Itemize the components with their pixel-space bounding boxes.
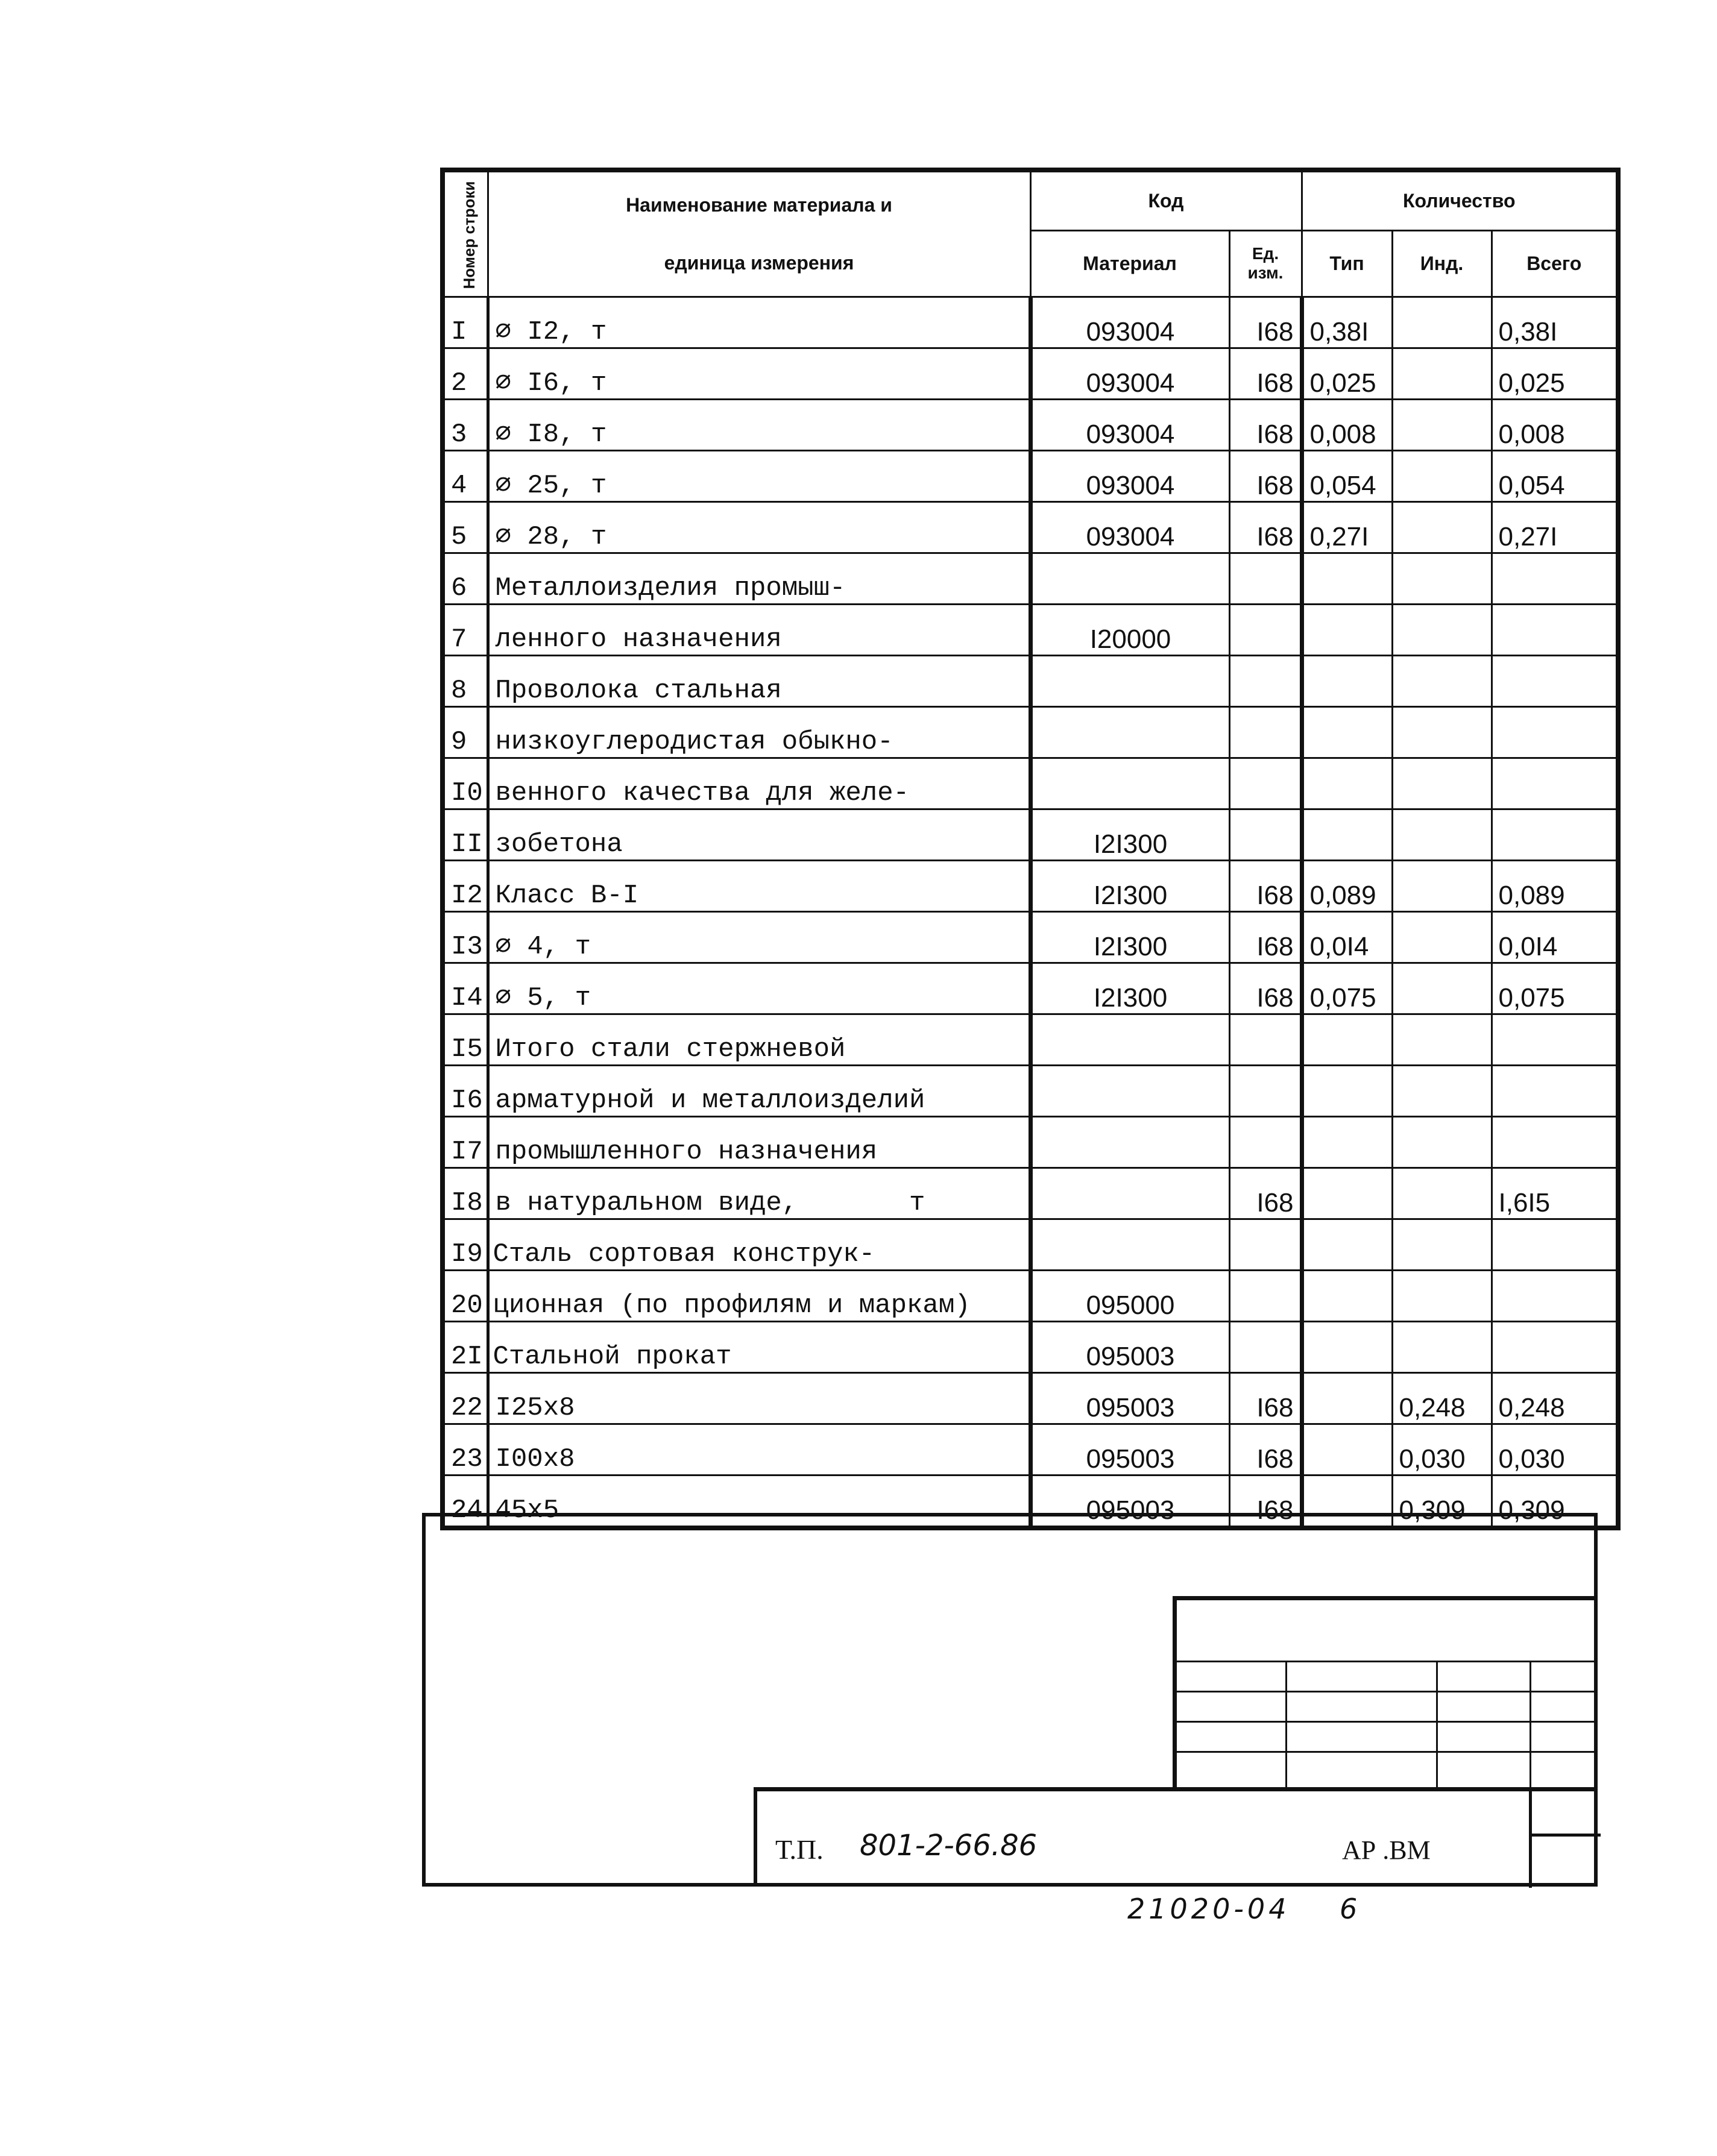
unit-code — [1229, 553, 1302, 604]
unit-header: Ед. изм. — [1229, 230, 1302, 297]
revision-stamp-grid — [1173, 1596, 1598, 1789]
quantity-type — [1302, 553, 1392, 604]
unit-code: I68 — [1229, 860, 1302, 911]
materials-specification-table — [440, 168, 1621, 1530]
unit-code: I68 — [1229, 1168, 1302, 1219]
table-row — [443, 706, 1618, 758]
sheet-code: АР .ВМ — [1342, 1835, 1431, 1865]
row-number: 2I — [443, 1321, 488, 1372]
quantity-individual — [1392, 604, 1492, 655]
stamp-grid-line — [1177, 1721, 1598, 1723]
material-name: ∅ I2, т — [488, 297, 1030, 348]
row-number: 24 — [443, 1475, 488, 1528]
quantity-total — [1492, 706, 1618, 758]
row-number: I9 — [443, 1219, 488, 1270]
quantity-individual — [1392, 706, 1492, 758]
quantity-type — [1302, 809, 1392, 860]
table-row — [443, 860, 1618, 911]
material-name: Стальной прокат — [488, 1321, 1030, 1372]
quantity-individual: 0,248 — [1392, 1372, 1492, 1424]
quantity-type: 0,075 — [1302, 963, 1392, 1014]
material-name: I00x8 — [488, 1424, 1030, 1475]
material-code: 095003 — [1030, 1475, 1229, 1528]
unit-code — [1229, 706, 1302, 758]
unit-code: I68 — [1229, 450, 1302, 501]
row-number: 7 — [443, 604, 488, 655]
document-footer-number: 21020-04 6 — [1127, 1893, 1361, 1925]
quantity-total — [1492, 809, 1618, 860]
stamp-grid-line — [1177, 1661, 1598, 1662]
material-name: ленного назначения — [488, 604, 1030, 655]
row-number: 3 — [443, 399, 488, 450]
quantity-type — [1302, 706, 1392, 758]
total-quantity-header: Всего — [1492, 230, 1618, 297]
title-block — [754, 1787, 1598, 1887]
material-name: I25x8 — [488, 1372, 1030, 1424]
material-name-label-line1: Наименование материала и — [626, 194, 892, 216]
quantity-type: 0,38I — [1302, 297, 1392, 348]
unit-code: I68 — [1229, 348, 1302, 399]
stamp-grid-line — [1177, 1751, 1598, 1753]
unit-code — [1229, 1219, 1302, 1270]
quantity-individual — [1392, 1014, 1492, 1065]
row-number: I — [443, 297, 488, 348]
material-name: ционная (по профилям и маркам) — [488, 1270, 1030, 1321]
material-name: ∅ 5, т — [488, 963, 1030, 1014]
material-code: 093004 — [1030, 450, 1229, 501]
sheet-number-cell — [1529, 1791, 1601, 1888]
quantity-individual — [1392, 809, 1492, 860]
quantity-type: 0,008 — [1302, 399, 1392, 450]
quantity-total — [1492, 1014, 1618, 1065]
row-number: I5 — [443, 1014, 488, 1065]
quantity-total: 0,309 — [1492, 1475, 1618, 1528]
row-number: I8 — [443, 1168, 488, 1219]
unit-code — [1229, 1065, 1302, 1116]
material-name: венного качества для желе- — [488, 758, 1030, 809]
table-row — [443, 1168, 1618, 1219]
table-row — [443, 1065, 1618, 1116]
unit-code: I68 — [1229, 1372, 1302, 1424]
quantity-total: 0,054 — [1492, 450, 1618, 501]
quantity-total: I,6I5 — [1492, 1168, 1618, 1219]
material-code: 093004 — [1030, 348, 1229, 399]
quantity-type: 0,0I4 — [1302, 911, 1392, 963]
table-row — [443, 1372, 1618, 1424]
quantity-type — [1302, 1168, 1392, 1219]
table-row — [443, 1270, 1618, 1321]
stamp-grid-line — [1436, 1661, 1438, 1789]
unit-code: I68 — [1229, 1475, 1302, 1528]
material-name: промышленного назначения — [488, 1116, 1030, 1168]
quantity-individual: 0,309 — [1392, 1475, 1492, 1528]
quantity-type — [1302, 655, 1392, 706]
quantity-total — [1492, 758, 1618, 809]
material-name: ∅ I6, т — [488, 348, 1030, 399]
material-code — [1030, 758, 1229, 809]
material-name: Металлоизделия промыш- — [488, 553, 1030, 604]
unit-code: I68 — [1229, 399, 1302, 450]
unit-code — [1229, 1116, 1302, 1168]
type-quantity-header: Тип — [1302, 230, 1392, 297]
material-name: низкоуглеродистая обыкно- — [488, 706, 1030, 758]
row-number: 8 — [443, 655, 488, 706]
row-number: 4 — [443, 450, 488, 501]
quantity-type — [1302, 1270, 1392, 1321]
quantity-type: 0,089 — [1302, 860, 1392, 911]
material-code: I2I300 — [1030, 963, 1229, 1014]
unit-code: I68 — [1229, 1424, 1302, 1475]
individual-quantity-header: Инд. — [1392, 230, 1492, 297]
material-code: 093004 — [1030, 399, 1229, 450]
material-code: 095003 — [1030, 1424, 1229, 1475]
quantity-individual — [1392, 501, 1492, 553]
quantity-individual: 0,030 — [1392, 1424, 1492, 1475]
project-number: 801-2-66.86 — [860, 1829, 1038, 1862]
quantity-individual — [1392, 1065, 1492, 1116]
quantity-individual — [1392, 1270, 1492, 1321]
quantity-individual — [1392, 758, 1492, 809]
table-row — [443, 1116, 1618, 1168]
unit-code: I68 — [1229, 501, 1302, 553]
quantity-type — [1302, 1014, 1392, 1065]
unit-code — [1229, 758, 1302, 809]
material-code — [1030, 655, 1229, 706]
material-code: 095000 — [1030, 1270, 1229, 1321]
unit-code: I68 — [1229, 911, 1302, 963]
quantity-individual — [1392, 911, 1492, 963]
material-name-label-line2: единица измерения — [664, 252, 854, 274]
material-code: I2I300 — [1030, 860, 1229, 911]
material-name: арматурной и металлоизделий — [488, 1065, 1030, 1116]
material-name: зобетона — [488, 809, 1030, 860]
quantity-total — [1492, 1321, 1618, 1372]
quantity-header: Количество — [1302, 170, 1618, 230]
quantity-total: 0,025 — [1492, 348, 1618, 399]
quantity-individual — [1392, 1116, 1492, 1168]
quantity-individual — [1392, 860, 1492, 911]
row-number: I3 — [443, 911, 488, 963]
quantity-total: 0,075 — [1492, 963, 1618, 1014]
table-row — [443, 553, 1618, 604]
table-row — [443, 1014, 1618, 1065]
table-row — [443, 604, 1618, 655]
quantity-individual — [1392, 1219, 1492, 1270]
quantity-individual — [1392, 348, 1492, 399]
material-code: 093004 — [1030, 501, 1229, 553]
material-name-header — [488, 170, 1030, 297]
material-name: 45x5 — [488, 1475, 1030, 1528]
quantity-individual — [1392, 963, 1492, 1014]
quantity-individual — [1392, 399, 1492, 450]
quantity-individual — [1392, 1168, 1492, 1219]
title-block-prefix: Т.П. — [775, 1834, 824, 1865]
quantity-total — [1492, 1270, 1618, 1321]
quantity-total: 0,248 — [1492, 1372, 1618, 1424]
material-code: 093004 — [1030, 297, 1229, 348]
material-name: Сталь сортовая конструк- — [488, 1219, 1030, 1270]
material-code: 095003 — [1030, 1372, 1229, 1424]
table-row — [443, 297, 1618, 348]
quantity-individual — [1392, 553, 1492, 604]
material-code: I20000 — [1030, 604, 1229, 655]
row-number: 23 — [443, 1424, 488, 1475]
row-number-header — [443, 170, 488, 297]
quantity-type: 0,025 — [1302, 348, 1392, 399]
quantity-type — [1302, 1372, 1392, 1424]
material-code: 095003 — [1030, 1321, 1229, 1372]
row-number: 6 — [443, 553, 488, 604]
quantity-total — [1492, 1219, 1618, 1270]
table-row — [443, 655, 1618, 706]
material-name: в натуральном виде, т — [488, 1168, 1030, 1219]
table-row — [443, 963, 1618, 1014]
table-row — [443, 911, 1618, 963]
material-code: I2I300 — [1030, 809, 1229, 860]
row-number: 9 — [443, 706, 488, 758]
quantity-individual — [1392, 1321, 1492, 1372]
material-name: Класс В-I — [488, 860, 1030, 911]
table-row — [443, 1321, 1618, 1372]
quantity-total: 0,0I4 — [1492, 911, 1618, 963]
table-row — [443, 809, 1618, 860]
material-code — [1030, 1014, 1229, 1065]
row-number: I2 — [443, 860, 488, 911]
stamp-grid-line — [1530, 1661, 1531, 1789]
material-name: Итого стали стержневой — [488, 1014, 1030, 1065]
unit-code: I68 — [1229, 963, 1302, 1014]
quantity-type — [1302, 604, 1392, 655]
material-name: ∅ 25, т — [488, 450, 1030, 501]
material-name: Проволока стальная — [488, 655, 1030, 706]
unit-code: I68 — [1229, 297, 1302, 348]
quantity-type — [1302, 758, 1392, 809]
material-code — [1030, 1219, 1229, 1270]
material-code — [1030, 706, 1229, 758]
quantity-individual — [1392, 297, 1492, 348]
material-name: ∅ 28, т — [488, 501, 1030, 553]
code-header: Код — [1030, 170, 1302, 230]
table-row — [443, 450, 1618, 501]
row-number-label: Номер строки — [460, 181, 478, 289]
quantity-type: 0,054 — [1302, 450, 1392, 501]
unit-code — [1229, 809, 1302, 860]
quantity-total: 0,008 — [1492, 399, 1618, 450]
quantity-total — [1492, 553, 1618, 604]
quantity-type — [1302, 1219, 1392, 1270]
quantity-individual — [1392, 655, 1492, 706]
sheet-number-cell-divider — [1532, 1834, 1601, 1837]
material-name: ∅ 4, т — [488, 911, 1030, 963]
row-number: I0 — [443, 758, 488, 809]
material-code — [1030, 1065, 1229, 1116]
material-code — [1030, 1116, 1229, 1168]
table-row — [443, 758, 1618, 809]
row-number: II — [443, 809, 488, 860]
table-row — [443, 348, 1618, 399]
quantity-total — [1492, 604, 1618, 655]
quantity-total: 0,089 — [1492, 860, 1618, 911]
stamp-grid-line — [1285, 1661, 1287, 1789]
material-code: I2I300 — [1030, 911, 1229, 963]
unit-code — [1229, 604, 1302, 655]
quantity-total: 0,030 — [1492, 1424, 1618, 1475]
quantity-individual — [1392, 450, 1492, 501]
table-row — [443, 1424, 1618, 1475]
row-number: I6 — [443, 1065, 488, 1116]
material-code — [1030, 1168, 1229, 1219]
unit-code — [1229, 1270, 1302, 1321]
quantity-type — [1302, 1116, 1392, 1168]
material-name: ∅ I8, т — [488, 399, 1030, 450]
table-row — [443, 501, 1618, 553]
row-number: 5 — [443, 501, 488, 553]
quantity-total — [1492, 1065, 1618, 1116]
row-number: I4 — [443, 963, 488, 1014]
unit-code — [1229, 1321, 1302, 1372]
material-code — [1030, 553, 1229, 604]
row-number: 20 — [443, 1270, 488, 1321]
quantity-total: 0,27I — [1492, 501, 1618, 553]
row-number: 2 — [443, 348, 488, 399]
unit-code — [1229, 1014, 1302, 1065]
unit-code — [1229, 655, 1302, 706]
table-header-row — [443, 170, 1618, 230]
quantity-total — [1492, 1116, 1618, 1168]
material-code-header: Материал — [1030, 230, 1229, 297]
quantity-type — [1302, 1424, 1392, 1475]
quantity-type — [1302, 1065, 1392, 1116]
row-number: I7 — [443, 1116, 488, 1168]
quantity-type — [1302, 1321, 1392, 1372]
quantity-total — [1492, 655, 1618, 706]
table-row — [443, 399, 1618, 450]
quantity-type: 0,27I — [1302, 501, 1392, 553]
row-number: 22 — [443, 1372, 488, 1424]
table-row — [443, 1219, 1618, 1270]
stamp-grid-line — [1177, 1691, 1598, 1692]
quantity-total: 0,38I — [1492, 297, 1618, 348]
